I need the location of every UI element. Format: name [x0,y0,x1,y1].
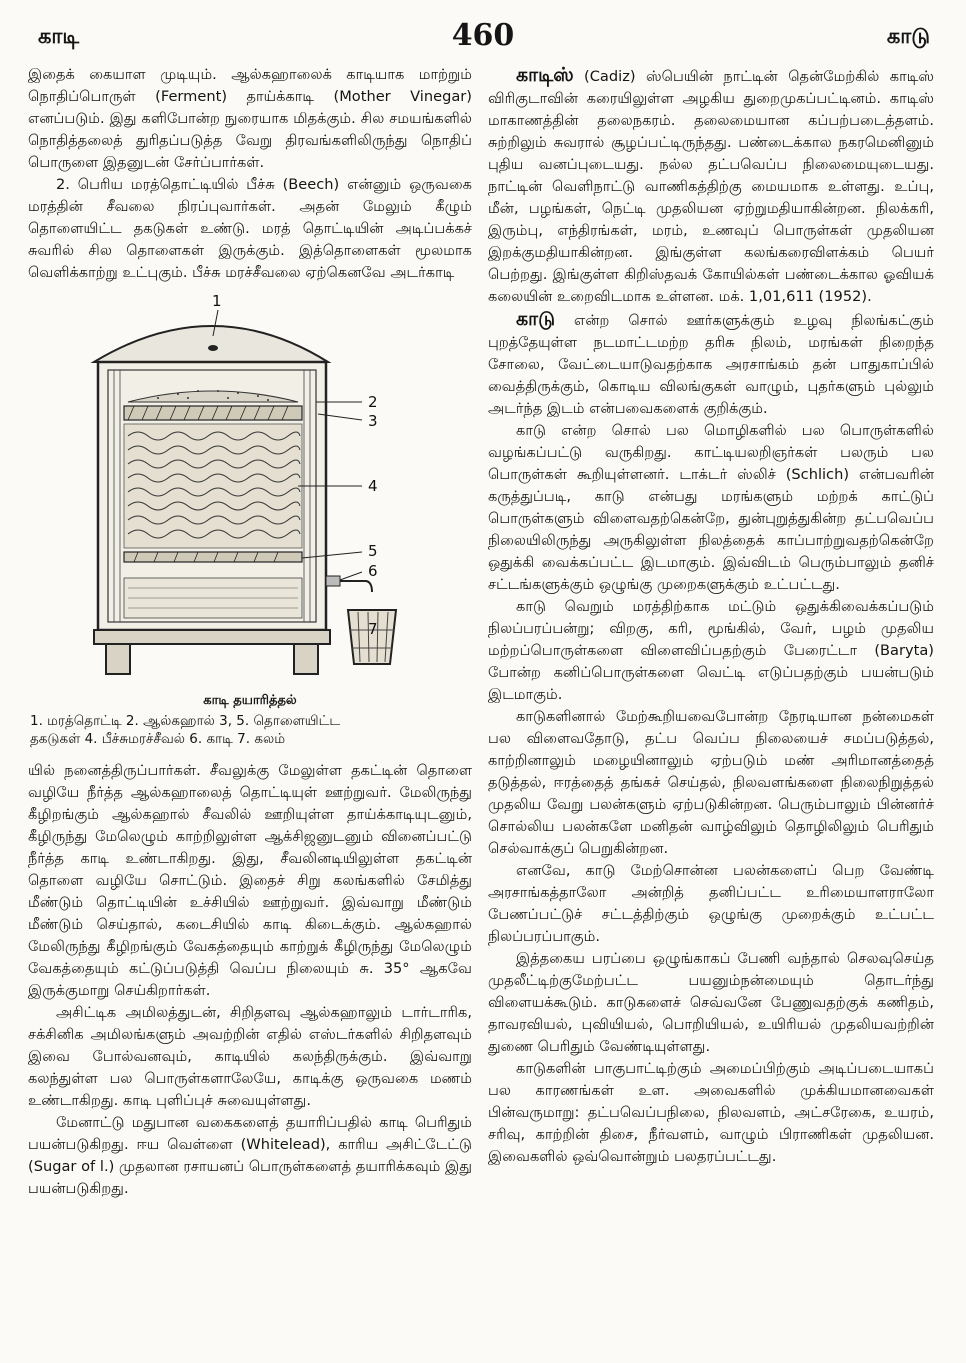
figure-legend-line-1: 1. மரத்தொட்டி 2. ஆல்கஹால் 3, 5. தொளையிட்ட [30,713,341,729]
left-para-5: மேனாட்டு மதுபான வகைகளைத் தயாரிப்பதில் காடி பெரிதும் பயன்படுகிறது. ஈய வெள்ளை (Whitelead), காரிய அசிட்டேட்டு (Sugar of l.) முதலான ரசாயனப் பொருள்களைத் தயாரிக்கவும் இது பயன்படுகிறது. [28,1114,472,1197]
figure-legend-line-2: தகடுகள் 4. பீச்சுமரச்சீவல் 6. காடி 7. கலம் [30,731,286,747]
header-right-word: காடு [886,24,930,48]
right-para-1: காடு என்ற சொல் பல மொழிகளில் பல பொருள்களில் வழங்கப்பட்டு வருகிறது. காட்டியலறிஞர்கள் பலரும் பல பொருள்கள் கூறியுள்ளனர். டாக்டர் ஸ்லிச் (Schlich) என்பவரின் கருத்துப்படி, காடு என்பது மரங்களும் மற்றக் காட்டுப் பொருள்களும் விளைவதற்கென்றே, துன்புறுத்துகின்ற தட்பவெப்ப நிலையிலிருந்து அருகிலுள்ள நிலத்தைக் காப்பாற்றுவதற்கென்றே ஒதுக்கி வைக்கப்பட்ட இடமாகும். இவ்விடம் பெரும்பாலும் தனிச் சட்டங்களுக்கும் ஒழுங்கு முறைகளுக்கும் உட்பட்டது. [488,422,934,593]
right-para-3: காடுகளினால் மேற்கூறியவைபோன்ற நேரடியான நன்மைகள் பல விளைவதோடு, தட்ப வெப்ப நிலையைச் சமப்படுத்தல், காற்றினாலும் மழையினாலும் ஏற்படும் மண் அரிமானத்தைத் தடுத்தல், ஈரத்தைத் தங்கச் செய்தல், நிலவளங்களை நிலைநிறுத்தல் முதலிய வேறு பலன்களும் ஏற்படுகின்றன. பெரும்பாலும் பின்னர்ச் சொல்லிய பலன்களே மனிதன் வாழ்விலும் தொழிலிலும் பெரிதும் செல்வாக்குப் பெறுகின்றன. [488,708,934,857]
figure-label-2: 2 [368,393,378,411]
cadiz-entry [488,64,934,308]
figure-label-4: 4 [368,477,378,495]
left-column [28,64,472,1200]
kaadu-entry [488,308,934,420]
vinegar-apparatus-figure [28,290,472,686]
page-header [0,18,966,58]
page-number: 460 [451,18,515,53]
right-para-5: இத்தகைய பரப்பை ஒழுங்காகப் பேணி வந்தால் செலவுசெய்த முதலீட்டிற்குமேற்பட்ட பயனும்நன்மையும் தொடர்ந்து விளையக்கூடும். காடுகளைச் செவ்வனே பேணுவதற்குக் கணிதம், தாவரவியல், புவியியல், பொறியியல், உயிரியல் முதலியவற்றின் துணை பெரிதும் வேண்டியுள்ளது. [488,950,934,1055]
right-column [488,64,934,1168]
right-para-4: எனவே, காடு மேற்சொன்ன பலன்களைப் பெற வேண்டி அரசாங்கத்தாலோ அன்றித் தனிப்பட்ட உரிமையாளராலோ பேணப்பட்டுச் சட்டத்திற்கும் ஒழுங்கு முறைக்கும் உட்பட்ட நிலப்பரப்பாகும். [488,862,934,945]
header-left-word: காடி [38,24,80,48]
left-para-1: இதைக் கையாள முடியும். ஆல்கஹாலைக் காடியாக மாற்றும் நொதிப்பொருள் (Ferment) தாய்க்காடி (Mother Vinegar) எனப்படும். இது களிபோன்ற நுரையாக மிதக்கும். சில சமயங்களில் நொதித்தலைத் துரிதப்படுத்த வேறு திரவங்களிலிருந்து நொதிப் பொருளை இதனுடன் சேர்ப்பார்கள். [28,66,472,171]
right-para-2: காடு வெறும் மரத்திற்காக மட்டும் ஒதுக்கிவைக்கப்படும் நிலப்பரப்பன்று; விறகு, கரி, மூங்கில், வேர், பழம் முதலிய மற்றப்பொருள்களை விளைவிப்பதற்கும் பேரைட்டா (Baryta) போன்ற கனிப்பொருள்களை வெட்டி எடுப்பதற்கும் பயன்படும் இடமாகும். [488,598,934,703]
vinegar-apparatus-illustration [28,290,472,686]
kaadu-headword: காடு [516,308,556,330]
kaadu-body: என்ற சொல் ஊர்களுக்கும் உழவு நிலங்கட்கும் புறத்தேயுள்ள நடமாட்டமற்ற தரிசு நிலம், மரங்கள் நிறைந்த சோலை, வேட்டையாடுவதற்காக அரசாங்கம் தன் பாதுகாப்பில் வைத்திருக்கும், கொடிய விலங்குகள் வாழும், புதர்களும் புல்லும் அடர்ந்த இடம் என்பவைகளைக் குறிக்கும். [488,312,934,417]
cadiz-body: (Cadiz) ஸ்பெயின் நாட்டின் தென்மேற்கில் காடிஸ் விரிகுடாவின் கரையிலுள்ள அழகிய துறைமுகப்பட்டினம். காடிஸ் மாகாணத்தின் தலைநகரம். தலைமையான கப்பற்படைத்தளம். சுற்றிலும் சுவரால் சூழப்பட்டிருந்தது. பண்டைக்கால நகரமெனினும் புதிய வனப்புடையது. நல்ல தட்பவெப்ப நிலைமையுடையது. நாட்டின் வெளிநாட்டு வாணிகத்திற்கு மையமாக உள்ளது. உப்பு, மீன், பழங்கள், நெட்டி முதலியன ஏற்றுமதியாகின்றன. நிலக்கரி, இரும்பு, எந்திரங்கள், மரம், உணவுப் பொருள்கள் முதலியன இறக்குமதியாகின்றன. இங்குள்ள கலங்கரைவிளக்கம் பெயர் பெற்றது. இங்குள்ள கிறிஸ்தவக் கோயில்கள் பண்டைக்கால ஓவியக் கலையின் உறைவிடமாக உள்ளன. மக். 1,01,611 (1952). [488,68,934,305]
left-para-3: யில் நனைத்திருப்பார்கள். சீவலுக்கு மேலுள்ள தகட்டின் தொளை வழியே நீர்த்த ஆல்கஹாலைத் தொட்டியுள் ஊற்றுவர். மேலிருந்து கீழிறங்கும் ஆல்கஹால் சீவலில் ஊறியுள்ள தாய்க்காடியுடனும், கீழிருந்து மேலெழும் காற்றிலுள்ள ஆக்சிஜனுடனும் வினைப்பட்டு நீர்த்த காடி உண்டாகிறது. இது, சீவலினடியிலுள்ள தகட்டின் தொளை வழியே சொட்டும். இதைச் சிறு கலங்களில் சேமித்து மீண்டும் தொட்டியின் உச்சியில் ஊற்றுவர். இவ்வாறு மீண்டும் மீண்டும் செய்தால், கடைசியில் காடி கிடைக்கும். ஆல்கஹால் மேலிருந்து கீழிறங்கும் வேகத்தையும் காற்றுக் கீழிருந்து மேலெழும் வேகத்தையும் கட்டுப்படுத்தி வெப்ப நிலையும் சு. 35° ஆகவே இருக்குமாறு செய்கிறார்கள். [28,762,472,999]
right-para-6: காடுகளின் பாகுபாட்டிற்கும் அமைப்பிற்கும் அடிப்படையாகப் பல காரணங்கள் உள. அவைகளில் முக்கியமானவைகள் பின்வருமாறு: தட்பவெப்பநிலை, நிலவளம், அட்சரேகை, உயரம், சரிவு, காற்றின் திசை, நீர்வளம், வாழும் பிராணிகள் முதலியன. இவைகளில் ஒவ்வொன்றும் பலதரப்பட்டது. [488,1060,934,1165]
figure-caption: காடி தயாரித்தல் [203,693,297,708]
figure-label-1: 1 [212,292,222,310]
figure-label-3: 3 [368,412,378,430]
figure-label-6: 6 [368,562,378,580]
left-para-4: அசிட்டிக அமிலத்துடன், சிறிதளவு ஆல்கஹாலும் டார்டாரிக, சக்சினிக அமிலங்களும் அவற்றின் எதில் எஸ்டர்களில் சிறிதளவும் இவை போல்வனவும், காடியில் கலந்திருக்கும். இவ்வாறு கலந்துள்ள பல பொருள்களாலேயே, காடிக்கு ஒருவகை மணம் உண்டாகிறது. காடி புளிப்புச் சுவையுள்ளது. [28,1004,472,1109]
cadiz-headword: காடிஸ் [516,64,574,86]
figure-label-5: 5 [368,542,378,560]
figure-label-7: 7 [368,620,378,638]
left-para-2: 2. பெரிய மரத்தொட்டியில் பீச்சு (Beech) என்னும் ஒருவகை மரத்தின் சீவலை நிரப்புவார்கள். அதன் மேலும் கீழும் தொளையிட்ட தகடுகள் உண்டு. மரத் தொட்டியின் அடிப்பக்கச் சுவரில் சில தொளைகள் இருக்கும். இத்தொளைகள் மூலமாக வெளிக்காற்று உட்புகும். பீச்சு மரச்சீவலை ஏற்கெனவே அடர்காடி [28,176,472,281]
